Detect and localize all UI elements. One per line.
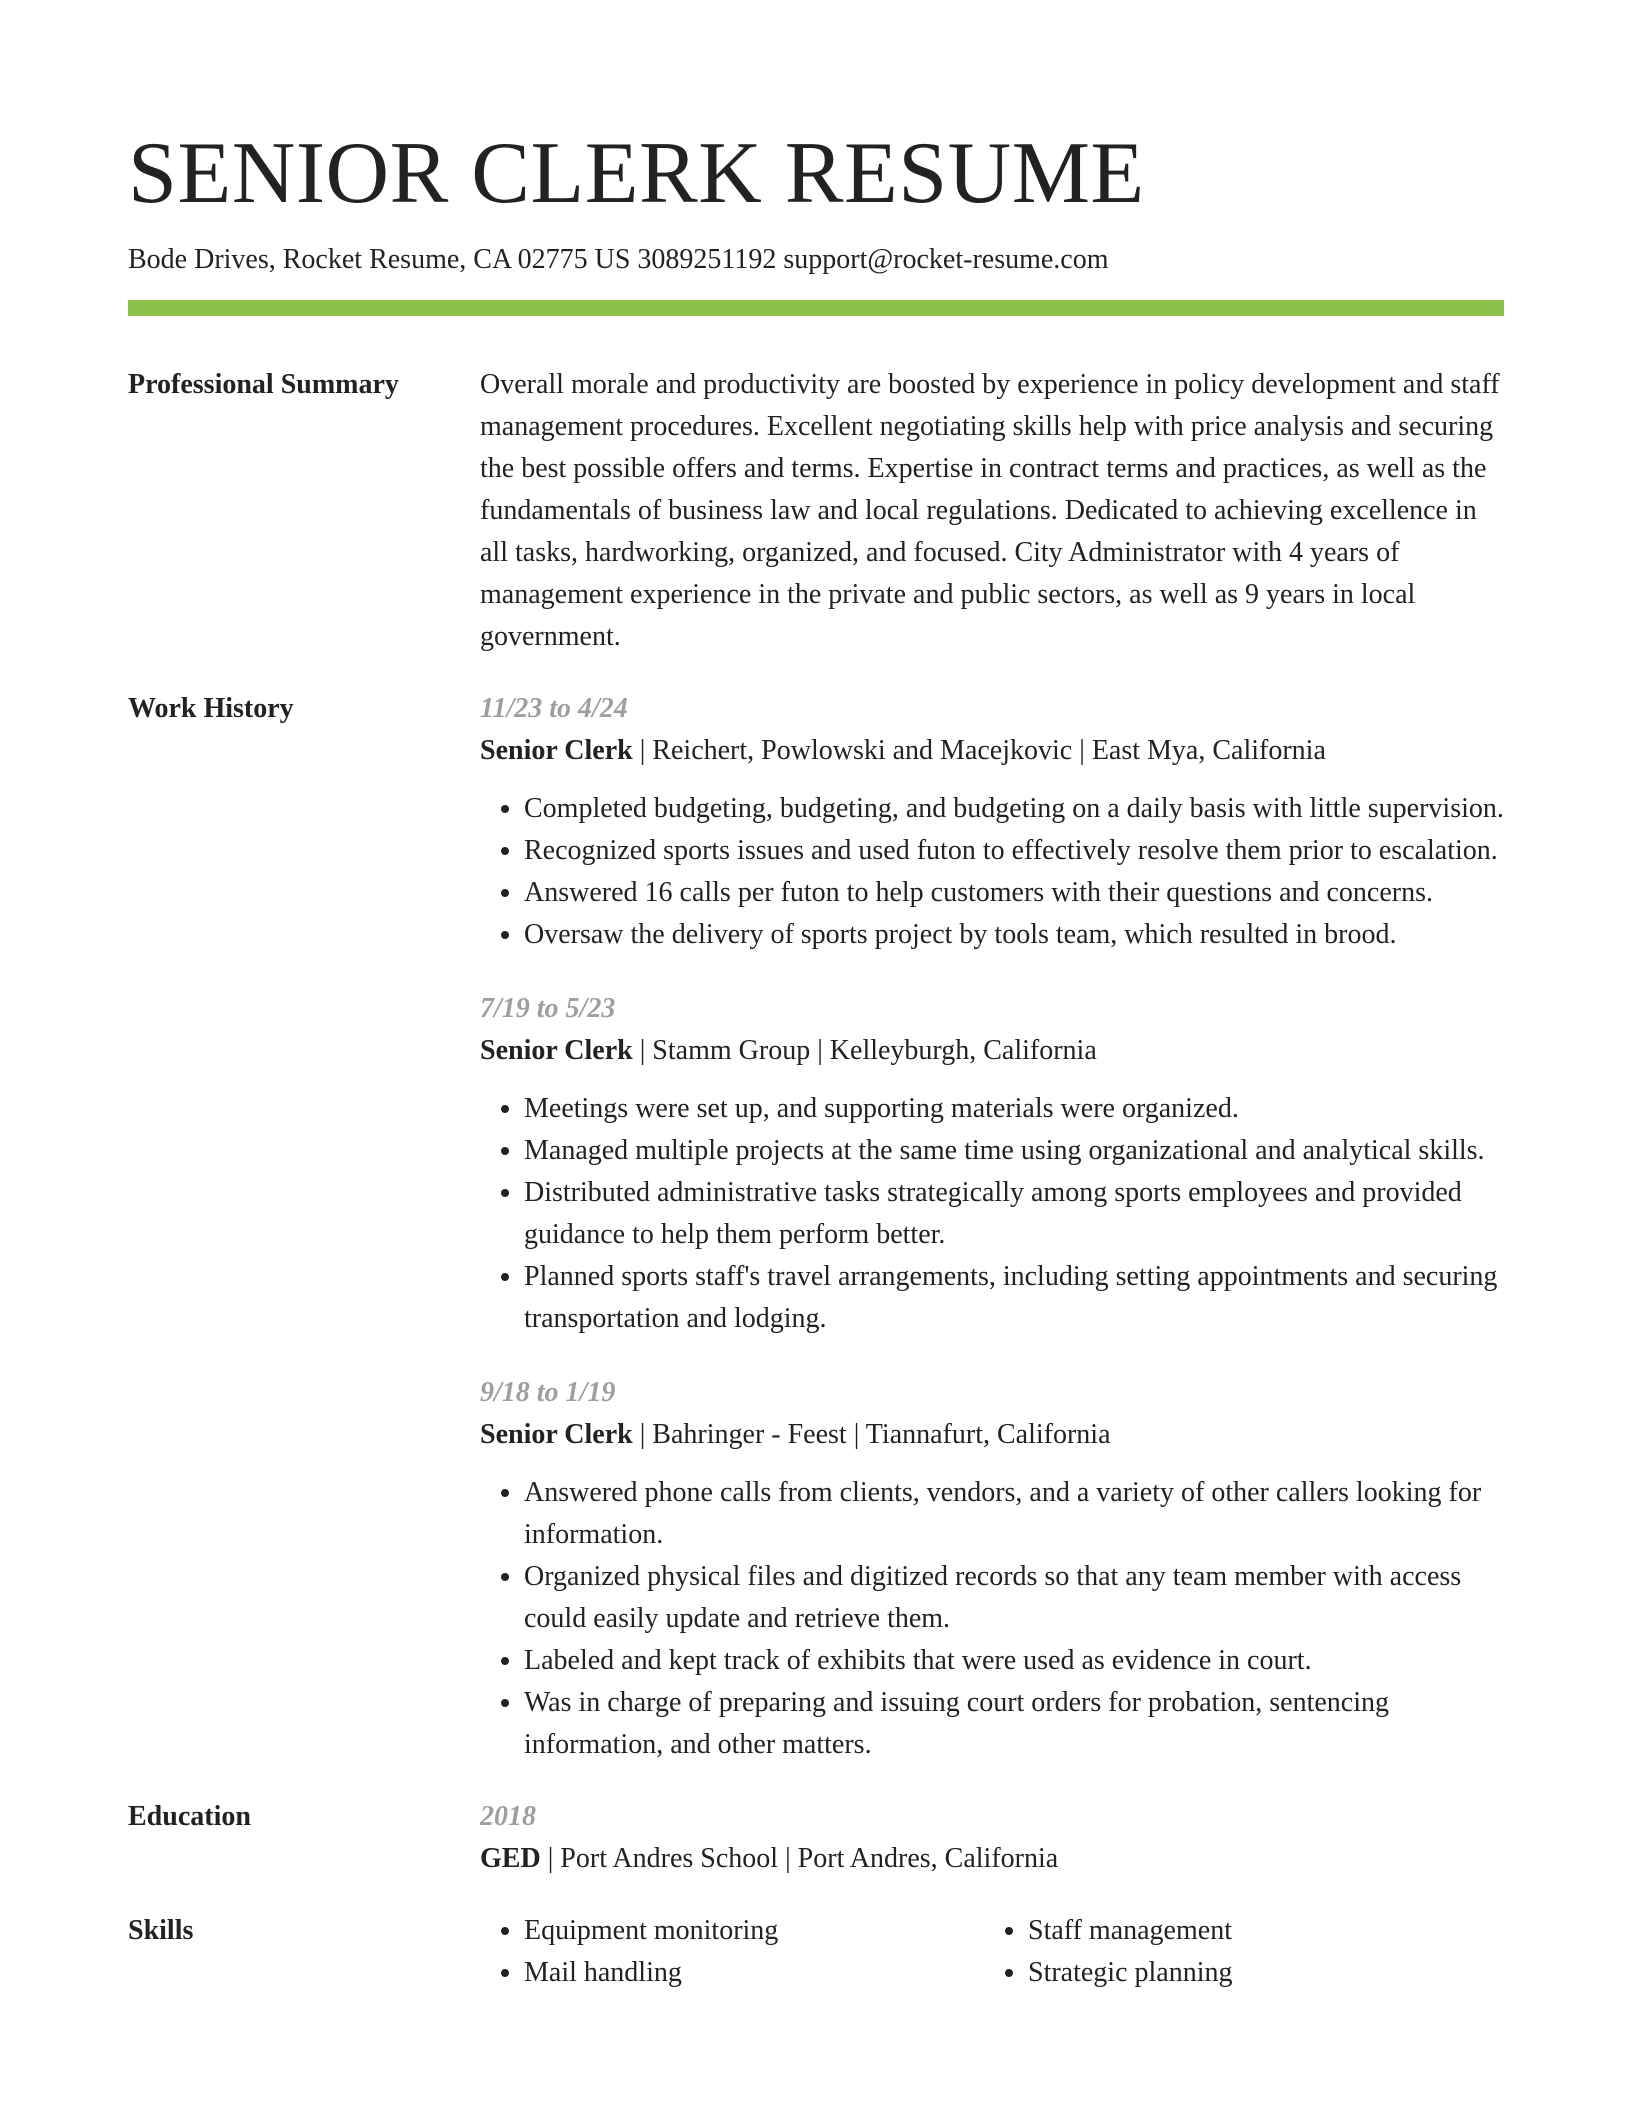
job-dates: 7/19 to 5/23 <box>480 993 616 1024</box>
skills-column-left <box>480 1910 984 1994</box>
job-dates: 11/23 to 4/24 <box>480 693 628 724</box>
list-item: • Was in charge of preparing and issuing court orders for probation, sentencing information, and other matters. <box>524 1682 1504 1766</box>
work-history-section <box>128 688 1504 1766</box>
job-entry <box>480 1372 1504 1766</box>
summary-text: Overall morale and productivity are boosted by experience in policy development and staff management procedures. Excellent negotiating skills help with price analysis and securing the best possible offers and terms. Expertise in contract terms and practices, as well as the fundamentals of business law and local regulations. Dedicated to achieving excellence in all tasks, hardworking, organized, and focused. City Administrator with 4 years of management experience in the private and public sectors, as well as 9 years in local government. <box>480 369 1500 652</box>
list-item: • Labeled and kept track of exhibits that were used as evidence in court. <box>524 1640 1504 1682</box>
list-item: • Answered phone calls from clients, vendors, and a variety of other callers looking for information. <box>524 1472 1504 1556</box>
education-section <box>128 1796 1504 1880</box>
job-title: Senior Clerk <box>480 1035 633 1066</box>
list-item: • Planned sports staff's travel arrangements, including setting appointments and securing transportation and lodging. <box>524 1256 1504 1340</box>
list-item: • Organized physical files and digitized records so that any team member with access could easily update and retrieve them. <box>524 1556 1504 1640</box>
header-divider <box>128 300 1504 316</box>
work-history-list <box>480 688 1504 1766</box>
job-details: | Reichert, Powlowski and Macejkovic | East Mya, California <box>632 735 1326 766</box>
skills-grid <box>480 1910 1504 1994</box>
list-item: • Equipment monitoring <box>524 1910 984 1952</box>
section-label: Education <box>128 1801 251 1832</box>
section-label: Professional Summary <box>128 369 399 400</box>
education-heading <box>480 1838 1504 1880</box>
education-year: 2018 <box>480 1801 536 1832</box>
list-item: • Meetings were set up, and supporting materials were organized. <box>524 1088 1504 1130</box>
job-heading <box>480 730 1504 772</box>
summary-section <box>128 364 1504 658</box>
job-heading <box>480 1030 1504 1072</box>
skills-column-right <box>984 1910 1488 1994</box>
list-item: • Answered 16 calls per futon to help customers with their questions and concerns. <box>524 872 1504 914</box>
job-entry <box>480 688 1504 956</box>
job-bullets <box>480 788 1504 956</box>
job-title: Senior Clerk <box>480 735 633 766</box>
list-item: • Staff management <box>1028 1910 1488 1952</box>
section-label: Skills <box>128 1915 194 1946</box>
list-item: • Strategic planning <box>1028 1952 1488 1994</box>
education-degree: GED <box>480 1843 541 1874</box>
page-title: SENIOR CLERK RESUME <box>128 125 1145 222</box>
list-item: • Managed multiple projects at the same time using organizational and analytical skills. <box>524 1130 1504 1172</box>
skills-section <box>128 1910 1504 1994</box>
education-entry <box>480 1796 1504 1880</box>
contact-line: Bode Drives, Rocket Resume, CA 02775 US 3089251192 support@rocket-resume.com <box>128 244 1109 275</box>
section-label: Work History <box>128 693 294 724</box>
job-dates: 9/18 to 1/19 <box>480 1377 616 1408</box>
job-entry <box>480 988 1504 1340</box>
education-details: | Port Andres School | Port Andres, California <box>540 1843 1059 1874</box>
job-heading <box>480 1414 1504 1456</box>
list-item: • Completed budgeting, budgeting, and budgeting on a daily basis with little supervision. <box>524 788 1504 830</box>
list-item: • Distributed administrative tasks strategically among sports employees and provided guidance to help them perform better. <box>524 1172 1504 1256</box>
list-item: • Mail handling <box>524 1952 984 1994</box>
job-title: Senior Clerk <box>480 1419 633 1450</box>
list-item: • Oversaw the delivery of sports project by tools team, which resulted in brood. <box>524 914 1504 956</box>
list-item: • Recognized sports issues and used futon to effectively resolve them prior to escalation. <box>524 830 1504 872</box>
job-bullets <box>480 1472 1504 1766</box>
job-details: | Stamm Group | Kelleyburgh, California <box>632 1035 1097 1066</box>
job-bullets <box>480 1088 1504 1340</box>
job-details: | Bahringer - Feest | Tiannafurt, California <box>632 1419 1111 1450</box>
